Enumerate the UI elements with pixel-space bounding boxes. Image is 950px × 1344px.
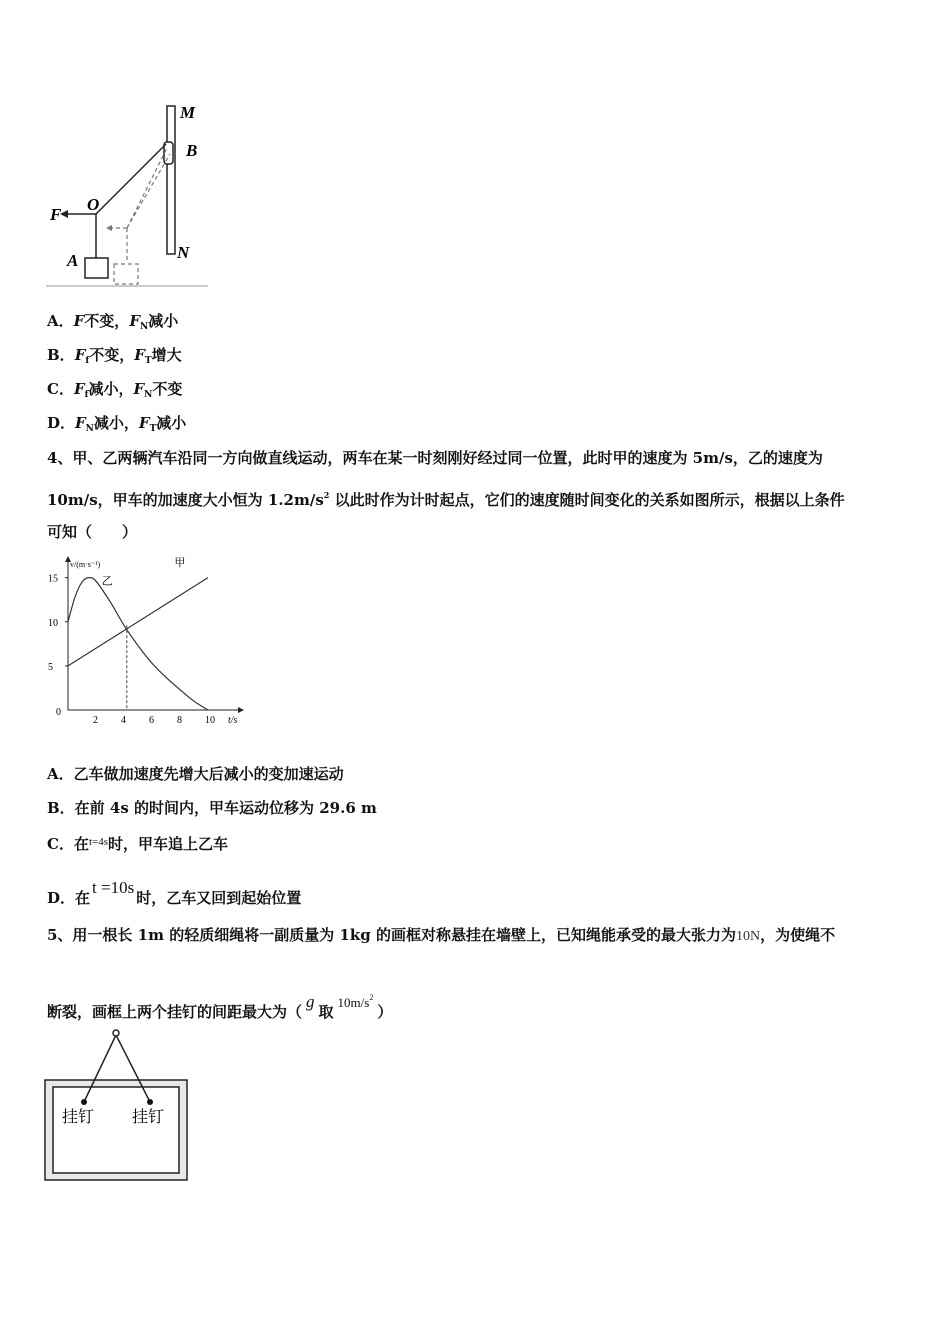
q4-stem-line2: 10m/s，甲车的加速度大小恒为 $1.2m/s^2$ 以此时作为计时起点，它们的速度随时间变化的关系如图所示，根据以上条件 bbox=[47, 490, 845, 509]
q5-stem-line1: 5、用一根长 1m 的轻质细绳将一副质量为 1kg 的画框对称悬挂在墙壁上，已知绳能承受的最大张力为10N，为使绳不 bbox=[47, 926, 836, 944]
y-tick-label: 15 bbox=[48, 573, 58, 585]
q4-stem-line3: 可知（ ） bbox=[47, 523, 138, 541]
nail-left-label: 挂钉 bbox=[62, 1107, 95, 1126]
y-tick-label: 5 bbox=[48, 661, 53, 673]
x-axis-arrow bbox=[238, 707, 244, 713]
q3-option-a[interactable]: A．F不变，$F_N$减小 bbox=[47, 312, 179, 332]
nail-right-label: 挂钉 bbox=[132, 1107, 165, 1126]
x-tick-label: 6 bbox=[149, 715, 154, 726]
series-label-jia: 甲 bbox=[174, 557, 186, 570]
q4-option-a[interactable]: A．乙车做加速度先增大后减小的变加速运动 bbox=[47, 765, 344, 783]
wall-nail bbox=[113, 1030, 119, 1036]
x-tick-label: 4 bbox=[121, 715, 126, 726]
nail-left bbox=[81, 1099, 87, 1105]
picture-frame-figure bbox=[44, 1028, 192, 1184]
q3-option-b[interactable]: B．$F_f$不变，$F_T$增大 bbox=[47, 346, 182, 366]
q4-option-c[interactable]: C．在$^{t=4s}$时，甲车追上乙车 bbox=[47, 835, 229, 853]
label-f: F bbox=[50, 205, 62, 224]
q4-option-b[interactable]: B．在前 4s 的时间内，甲车运动位移为 29.6 m bbox=[47, 799, 377, 817]
q4-option-d[interactable]: D．在t =10s时，乙车又回到起始位置 bbox=[47, 878, 302, 907]
origin-label: 0 bbox=[56, 707, 61, 718]
label-n: N bbox=[177, 243, 190, 262]
q5-stem-line2: 断裂，画框上两个挂钉的间距最大为（g取$10m/s^2$） bbox=[47, 992, 393, 1021]
q3-option-c[interactable]: C．$F_f$减小，$F_N$不变 bbox=[47, 380, 183, 400]
block-a bbox=[85, 258, 108, 278]
q3-option-d[interactable]: D．$F_N$减小，$F_T$减小 bbox=[47, 414, 187, 434]
series-line-jia bbox=[68, 578, 208, 666]
label-b: B bbox=[186, 141, 198, 160]
y-axis-label: v/(m·s⁻¹) bbox=[70, 560, 101, 569]
x-tick-label: 10 bbox=[205, 715, 215, 726]
label-o: O bbox=[87, 195, 100, 214]
series-line-yi bbox=[68, 578, 208, 710]
x-tick-label: 8 bbox=[177, 715, 182, 726]
wall-rope-figure bbox=[40, 98, 220, 292]
y-tick-label: 10 bbox=[48, 617, 58, 629]
rod-mn bbox=[167, 106, 175, 254]
nail-right bbox=[147, 1099, 153, 1105]
velocity-time-chart bbox=[40, 552, 260, 732]
q4-stem-line1: 4、甲、乙两辆汽车沿同一方向做直线运动，两车在某一时刻刚好经过同一位置，此时甲的速度为 5m/s，乙的速度为 bbox=[47, 449, 823, 467]
x-axis-label: t/s bbox=[228, 715, 238, 726]
label-m: M bbox=[180, 103, 196, 122]
series-label-yi: 乙 bbox=[101, 575, 113, 588]
label-a: A bbox=[67, 251, 79, 270]
frame-inner bbox=[53, 1087, 179, 1173]
x-tick-label: 2 bbox=[93, 715, 98, 726]
